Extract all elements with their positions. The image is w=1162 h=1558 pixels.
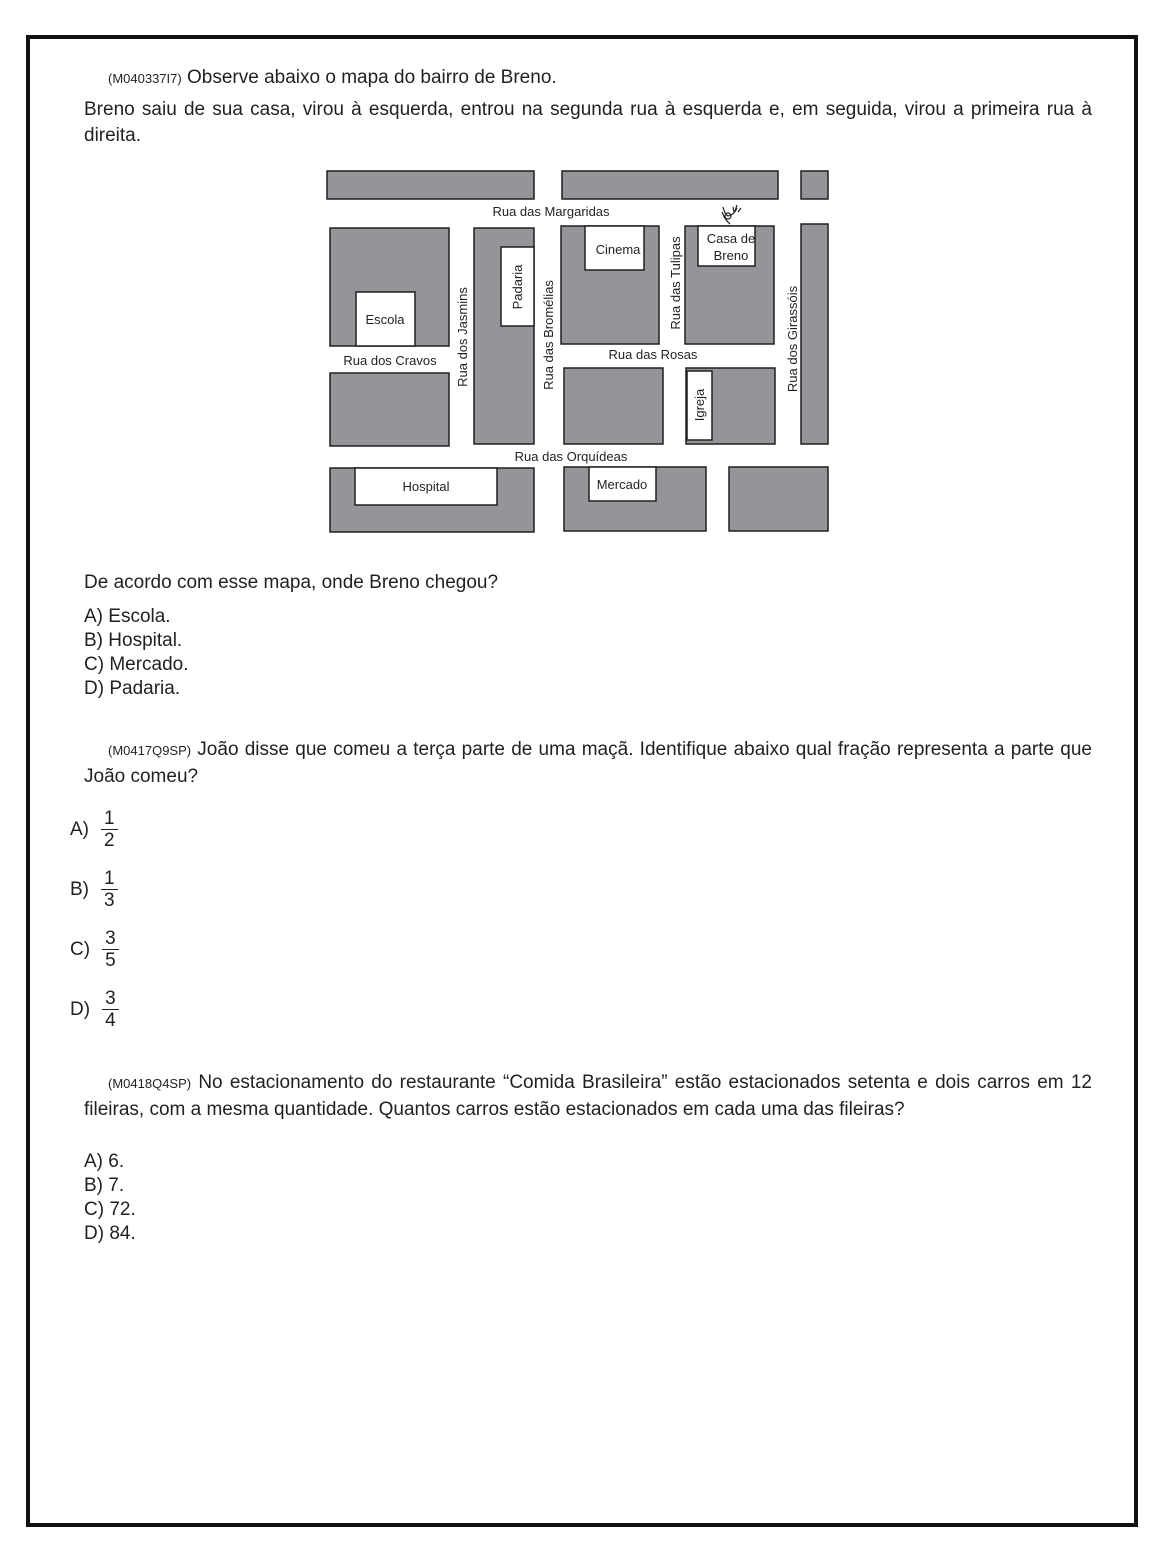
question-code: (M0418Q4SP): [108, 1076, 192, 1091]
street-label-tulipas: Rua das Tulipas: [668, 236, 683, 330]
map-block: [330, 373, 449, 446]
answer-option[interactable]: D) 84.: [84, 1223, 136, 1244]
answer-option[interactable]: C) Mercado.: [84, 654, 189, 675]
option-label: D): [70, 998, 91, 1020]
answer-option[interactable]: C) 72.: [84, 1199, 136, 1220]
question-1-statement: Breno saiu de sua casa, virou à esquerda, entrou na segunda rua à esquerda e, em seguida, virou a primeira rua à direita.: [84, 99, 1092, 146]
street-label-orquideas: Rua das Orquídeas: [514, 449, 628, 464]
fraction: [102, 988, 119, 1031]
numerator: 1: [101, 808, 118, 830]
street-label-rosas: Rua das Rosas: [608, 347, 698, 362]
question-text: João disse que comeu a terça parte de uma maçã. Identifique abaixo qual fração representa a parte que João comeu?: [84, 739, 1092, 787]
answer-option[interactable]: A) Escola.: [84, 606, 171, 627]
denominator: 5: [105, 950, 116, 971]
street-label-margaridas: Rua das Margaridas: [492, 204, 610, 219]
question-intro-text: Observe abaixo o mapa do bairro de Breno.: [181, 67, 557, 88]
street-label-girassois: Rua dos Girassóis: [785, 285, 800, 393]
answer-option[interactable]: B) 7.: [84, 1175, 125, 1196]
answer-option[interactable]: B) Hospital.: [84, 630, 183, 651]
neighborhood-map: [320, 160, 840, 540]
question-2-text: [84, 737, 1092, 790]
question-1-prompt: De acordo com esse mapa, onde Breno chegou?: [84, 572, 499, 593]
numerator: 3: [102, 928, 119, 950]
answer-option[interactable]: A) 6.: [84, 1151, 125, 1172]
question-1-intro: [84, 65, 1092, 92]
street-label-cravos: Rua dos Cravos: [343, 353, 437, 368]
place-label-mercado: Mercado: [596, 477, 648, 492]
map-block: [801, 171, 828, 199]
breno-figure-icon: [722, 205, 741, 224]
map-block: [327, 171, 534, 199]
fraction: [102, 928, 119, 971]
place-label-escola: Escola: [365, 312, 405, 327]
answer-option[interactable]: [70, 988, 119, 1031]
question-text: No estacionamento do restaurante “Comida Brasileira” estão estacionados setenta e dois carros em 12 fileiras, com a mesma quantidade. Quantos carros estão estacionados em cada uma das fileiras?: [84, 1072, 1092, 1120]
fraction: [101, 868, 118, 911]
place-label-hospital: Hospital: [402, 479, 450, 494]
question-code: (M0417Q9SP): [108, 743, 192, 758]
place-label-igreja: Igreja: [692, 388, 707, 422]
street-label-bromelias: Rua das Bromélias: [541, 280, 556, 390]
map-block: [729, 467, 828, 531]
place-label-padaria: Padaria: [510, 264, 525, 310]
place-label-cinema: Cinema: [595, 242, 641, 257]
street-label-jasmins: Rua dos Jasmins: [455, 287, 470, 387]
map-block: [564, 368, 663, 444]
option-label: C): [70, 938, 91, 960]
option-label: A): [70, 818, 89, 840]
place-label-breno: Breno: [713, 248, 749, 263]
numerator: 3: [102, 988, 119, 1010]
question-code: (M040337I7): [108, 71, 182, 86]
fraction: [101, 808, 118, 851]
answer-option[interactable]: D) Padaria.: [84, 678, 181, 699]
answer-option[interactable]: [70, 928, 119, 971]
denominator: 3: [104, 890, 115, 911]
denominator: 2: [104, 830, 115, 851]
map-block: [562, 171, 778, 199]
map-block: [801, 224, 828, 444]
answer-option[interactable]: [70, 808, 118, 851]
option-label: B): [70, 878, 89, 900]
place-label-casa: Casa de: [706, 231, 756, 246]
denominator: 4: [105, 1010, 116, 1031]
numerator: 1: [101, 868, 118, 890]
answer-option[interactable]: [70, 868, 118, 911]
question-3-text: [84, 1070, 1092, 1123]
